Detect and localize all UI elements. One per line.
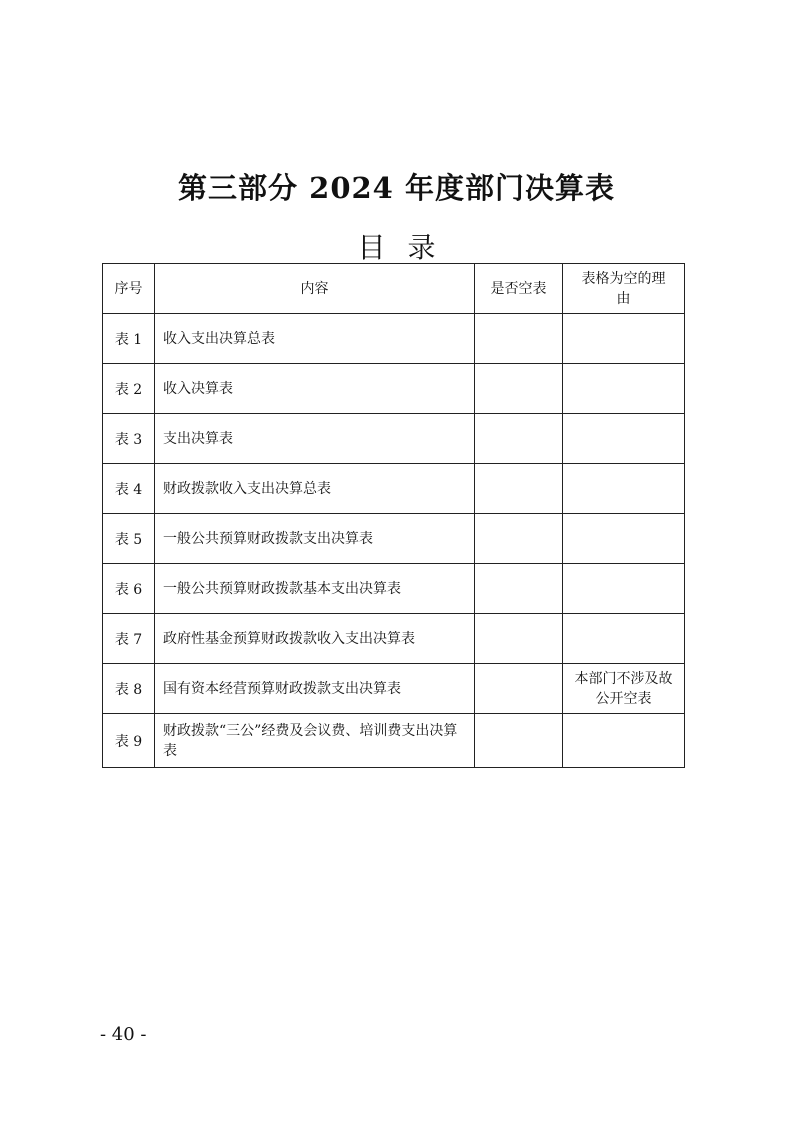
row-index: 表 6 [103, 564, 155, 614]
table-row [103, 664, 685, 714]
row-content: 收入支出决算总表 [155, 314, 475, 364]
toc-table [102, 263, 685, 768]
table-row [103, 614, 685, 664]
row-reason [563, 564, 685, 614]
table-row [103, 564, 685, 614]
table-row [103, 714, 685, 768]
table-row [103, 314, 685, 364]
row-index: 表 4 [103, 464, 155, 514]
row-is-empty [475, 414, 563, 464]
page-number: - 40 - [100, 1024, 147, 1045]
row-is-empty [475, 314, 563, 364]
row-content: 财政拨款收入支出决算总表 [155, 464, 475, 514]
row-content: 支出决算表 [155, 414, 475, 464]
row-index: 表 1 [103, 314, 155, 364]
row-reason [563, 364, 685, 414]
row-content: 一般公共预算财政拨款基本支出决算表 [155, 564, 475, 614]
row-is-empty [475, 464, 563, 514]
table-row [103, 464, 685, 514]
table-row [103, 414, 685, 464]
row-is-empty [475, 364, 563, 414]
table-row [103, 364, 685, 414]
row-is-empty [475, 664, 563, 714]
toc-heading: 目录 [357, 231, 458, 264]
table-row [103, 514, 685, 564]
row-index: 表 2 [103, 364, 155, 414]
row-reason [563, 514, 685, 564]
row-reason [563, 714, 685, 768]
row-index: 表 8 [103, 664, 155, 714]
row-reason [563, 314, 685, 364]
row-index: 表 3 [103, 414, 155, 464]
row-is-empty [475, 614, 563, 664]
row-reason [563, 414, 685, 464]
row-content: 收入决算表 [155, 364, 475, 414]
header-reason: 表格为空的理由 [563, 264, 685, 314]
row-index: 表 7 [103, 614, 155, 664]
row-content: 财政拨款“三公”经费及会议费、培训费支出决算表 [155, 714, 475, 768]
row-is-empty [475, 714, 563, 768]
row-reason: 本部门不涉及故公开空表 [563, 664, 685, 714]
row-content: 政府性基金预算财政拨款收入支出决算表 [155, 614, 475, 664]
row-reason [563, 464, 685, 514]
row-content: 一般公共预算财政拨款支出决算表 [155, 514, 475, 564]
row-is-empty [475, 564, 563, 614]
page-title: 第三部分 2024 年度部门决算表 [178, 171, 615, 205]
row-index: 表 5 [103, 514, 155, 564]
header-is-empty: 是否空表 [475, 264, 563, 314]
row-content: 国有资本经营预算财政拨款支出决算表 [155, 664, 475, 714]
table-header-row [103, 264, 685, 314]
row-index: 表 9 [103, 714, 155, 768]
header-index: 序号 [103, 264, 155, 314]
row-is-empty [475, 514, 563, 564]
row-reason [563, 614, 685, 664]
header-content: 内容 [155, 264, 475, 314]
